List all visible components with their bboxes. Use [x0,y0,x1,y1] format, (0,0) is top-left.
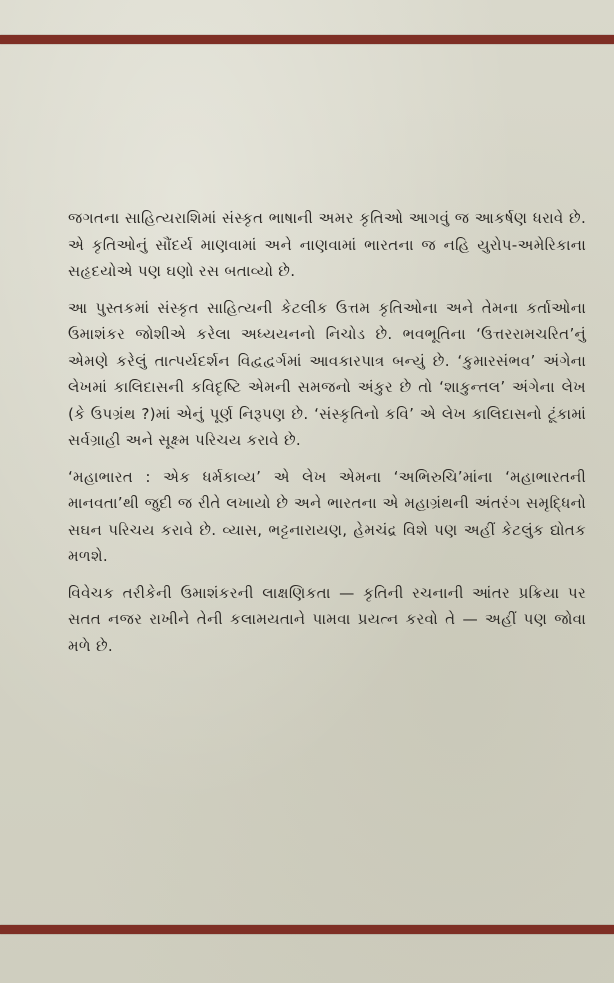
top-border-rule [0,35,614,44]
blurb-paragraph-2: આ પુસ્તકમાં સંસ્કૃત સાહિત્યની કેટલીક ઉત્તમ કૃતિઓના અને તેમના કર્તાઓના ઉમાશંકર જોશીએ કરેલા અધ્યયનનો નિચોડ છે. ભવભૂતિના ‘ઉત્તરરામચરિત’નું એમણે કરેલું તાત્પર્યદર્શન વિદ્વદ્વર્ગમાં આવકારપાત્ર બન્યું છે. ‘કુમારસંભવ’ અંગેના લેખમાં કાલિદાસની કવિદૃષ્ટિ એમની સમજનો અંકુર છે તો ‘શાકુન્તલ’ અંગેના લેખ (કે ઉપગ્રંથ ?)માં એનું પૂર્ણ નિરૂપણ છે. ‘સંસ્કૃતિનો કવિ’ એ લેખ કાલિદાસનો ટૂંકામાં સર્વગ્રાહી અને સૂક્ષ્મ પરિચય કરાવે છે. [68,298,586,449]
blurb-paragraph-1: જગતના સાહિત્યરાશિમાં સંસ્કૃત ભાષાની અમર કૃતિઓ આગવું જ આકર્ષણ ધરાવે છે. એ કૃતિઓનું સૌંદર્ય માણવામાં અને નાણવામાં ભારતના જ નહિ યુરોપ-અમેરિકાના સહૃદયોએ પણ ઘણો રસ બતાવ્યો છે. [68,209,586,280]
blurb-text [68,205,586,669]
blurb-paragraph-4: વિવેચક તરીકેની ઉમાશંકરની લાક્ષણિકતા — કૃતિની રચનાની આંતર પ્રક્રિયા પર સતત નજર રાખીને તેની કલામયતાને પામવા પ્રયત્ન કરવો તે — અહીં પણ જોવા મળે છે. [68,583,586,655]
bottom-border-rule [0,925,614,934]
blurb-paragraph-3: ‘મહાભારત : એક ધર્મકાવ્ય’ એ લેખ એમના ‘અભિરુચિ’માંના ‘મહાભારતની માનવતા’થી જુદી જ રીતે લખાયો છે અને ભારતના એ મહાગ્રંથની અંતરંગ સમૃદ્ધિનો સઘન પરિચય કરાવે છે. વ્યાસ, ભટ્ટનારાયણ, હેમચંદ્ર વિશે પણ અહીં કેટલુંક દ્યોતક મળશે. [68,467,586,565]
